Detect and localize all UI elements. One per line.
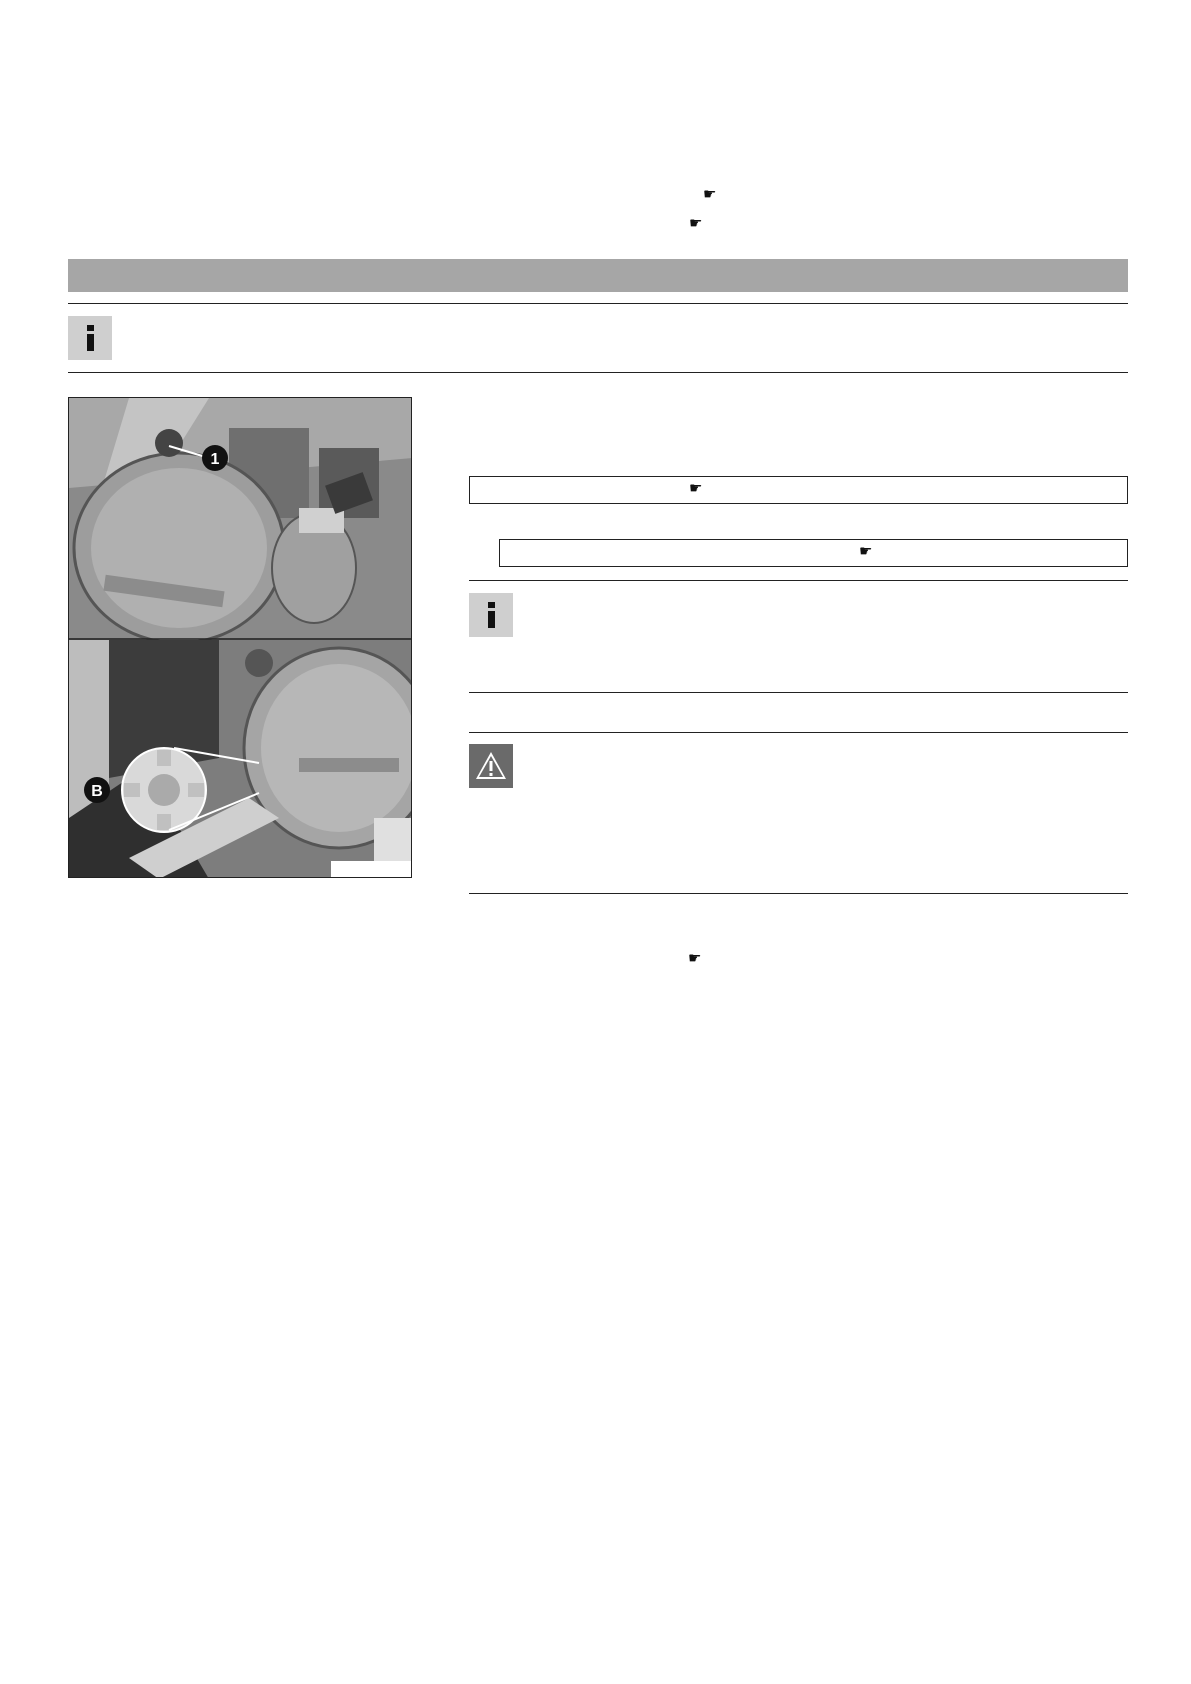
info2-bottom-rule [469,692,1128,693]
reference-hand-icon-2: ☛ [689,214,703,232]
warning-triangle-icon [469,744,513,788]
callout-B: B [91,783,103,800]
info-bottom-rule [68,372,1128,373]
info-icon [68,316,112,360]
reference-box-2 [499,539,1128,567]
reference-hand-icon-3: ☛ [689,479,703,497]
reference-box-1 [469,476,1128,504]
reference-hand-icon-1: ☛ [703,185,717,203]
engine-photo-illustration [69,398,412,878]
warning-top-rule [469,732,1128,733]
reference-hand-icon-5: ☛ [688,949,702,967]
reference-hand-icon-4: ☛ [859,542,873,560]
engine-photo [68,397,412,878]
section-heading-bar [68,259,1128,292]
info2-top-rule [469,580,1128,581]
info-icon-2 [469,593,513,637]
info-top-rule [68,303,1128,304]
callout-1: 1 [210,451,220,468]
warning-bottom-rule [469,893,1128,894]
